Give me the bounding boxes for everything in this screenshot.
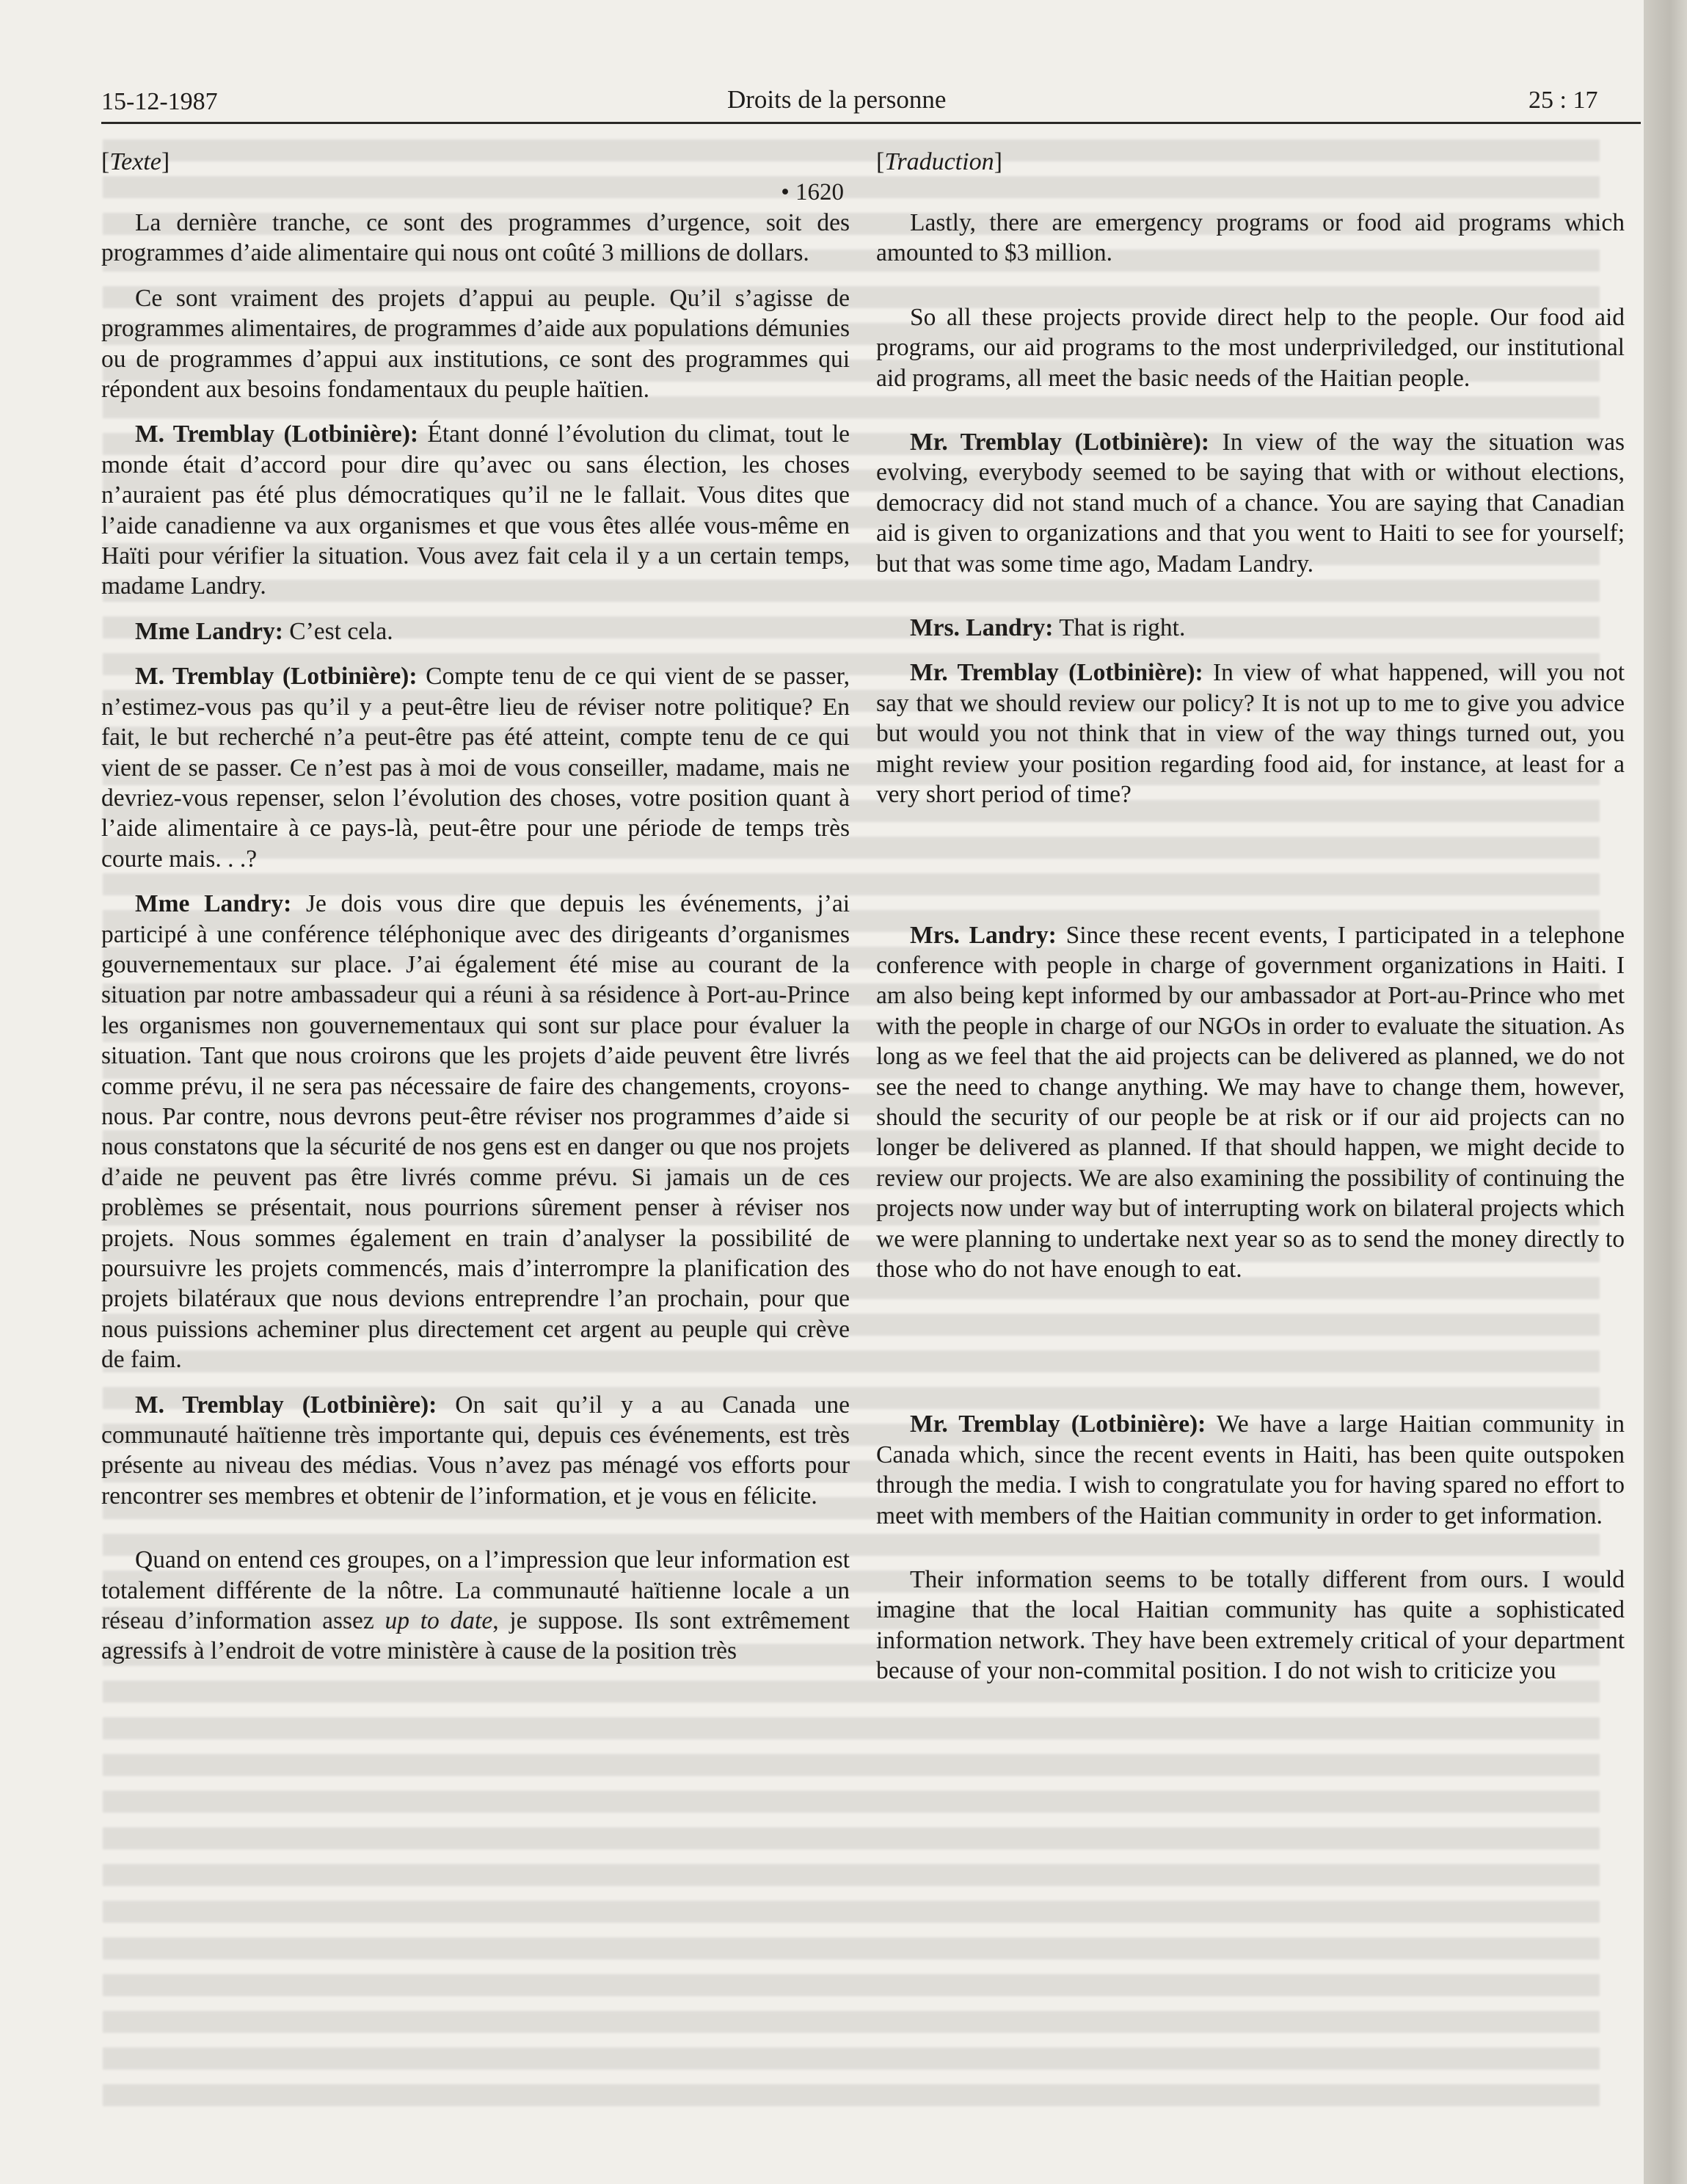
speaker-name: Mme Landry: (135, 617, 283, 645)
page-edge (1644, 0, 1687, 2184)
french-language-label: [Texte] (101, 148, 170, 175)
en-paragraph-8: Their information seems to be totally different from ours. I would imagine that the local Haitian community has quite a sophisticated information network. They have been extremely critical of your department because of your non-commital position. I do not wish to criticize you (876, 1566, 1625, 1685)
speaker-name: M. Tremblay (Lotbinière): (135, 1391, 437, 1419)
en-paragraph-7: Mr. Tremblay (Lotbinière): We have a large Haitian community in Canada which, since the recent events in Haiti, has been quite outspoken through the media. I wish to congratulate you for having spared no effort to meet with members of the Haitian community in order to get information. (876, 1410, 1625, 1529)
header-page-number: 25 : 17 (1528, 87, 1598, 114)
fr-paragraph-4: Mme Landry: C’est cela. (135, 617, 393, 645)
en-paragraph-3: Mr. Tremblay (Lotbinière): In view of the way the situation was evolving, everybody seemed to be saying that with or without elections, democracy did not stand much of a chance. You are saying that Canadian aid is given to organizations and that you went to Haiti to see for yourself; but that was some time ago, Madam Landry. (876, 429, 1625, 578)
speaker-name: Mrs. Landry: (910, 921, 1057, 949)
timestamp-spacer (876, 178, 1625, 208)
fr-paragraph-6: Mme Landry: Je dois vous dire que depuis les événements, j’ai participé à une conférence téléphonique avec des dirigeants d’organismes gouvernementaux sur place. J’ai également été mise au courant de la situation par notre ambassadeur qui a réuni à sa résidence à Port-au-Prince les organismes non gouvernementaux qui sont sur place pour évaluer la situation. Tant que nous croirons que les projets d’aide peuvent être livrés comme prévu, il ne sera pas nécessaire de faire des changements, croyons-nous. Par contre, nous devrons peut-être réviser nos programmes d’aide si nous constatons que la sécurité de nos gens est en danger ou que nos projets d’aide ne peuvent pas être livrés comme prévu. Si jamais un de ces problèmes se présentait, nous pourrions sûrement penser à réviser nos projets. Nous sommes également en train d’analyser la possibilité de poursuivre les projets commencés, mais d’interrompre la planification des projets bilatéraux que nous devions entreprendre l’an prochain, pour que nous puissions acheminer plus directement cet argent au peuple qui crève de faim. (101, 890, 850, 1374)
english-language-label: [Traduction] (876, 148, 1002, 175)
speaker-name: Mr. Tremblay (Lotbinière): (910, 659, 1203, 687)
fr-paragraph-1: La dernière tranche, ce sont des programmes d’urgence, soit des programmes d’aide alimentaire qui nous ont coûté 3 millions de dollars. (101, 209, 850, 267)
speaker-name: M. Tremblay (Lotbinière): (135, 663, 418, 691)
english-column (876, 147, 1625, 1686)
fr-paragraph-2: Ce sont vraiment des projets d’appui au peuple. Qu’il s’agisse de programmes alimentaires, de programmes d’aide aux populations démunies ou de programmes d’appui aux institutions, ce sont des programmes qui répondent aux besoins fondamentaux du peuple haïtien. (101, 284, 850, 404)
fr-paragraph-5: M. Tremblay (Lotbinière): Compte tenu de ce qui vient de se passer, n’estimez-vous pas qu’il y a peut-être lieu de réviser notre politique? En fait, le but recherché n’a peut-être pas été atteint, compte tenu de ce qui vient de se passer. Ce n’est pas à moi de vous conseiller, madame, mais ne devriez-vous repenser, selon l’évolution des choses, votre position quant à l’aide alimentaire à ce pays-là, peut-être pour une période de temps très courte mais. . .? (101, 663, 850, 873)
speaker-name: Mr. Tremblay (Lotbinière): (910, 429, 1210, 456)
fr-paragraph-7: M. Tremblay (Lotbinière): On sait qu’il y a au Canada une communauté haïtienne très importante qui, depuis ces événements, est très présente au niveau des médias. Vous n’avez pas ménagé vos efforts pour rencontrer ses membres et obtenir de l’information, et je vous en félicite. (101, 1391, 850, 1510)
header-rule (101, 122, 1641, 124)
en-paragraph-5: Mr. Tremblay (Lotbinière): In view of what happened, will you not say that we should review our policy? It is not up to me to give you advice but would you not think that in view of the way things turned out, you might review your position regarding food aid, for instance, at least for a very short period of time? (876, 659, 1625, 809)
fr-paragraph-8: Quand on entend ces groupes, on a l’impression que leur information est totalement différente de la nôtre. La communauté haïtienne locale a un réseau d’information assez up to date, je suppose. Ils sont extrêmement agressifs à l’endroit de votre ministère à cause de la position très (101, 1546, 850, 1665)
header-date: 15-12-1987 (101, 88, 218, 115)
speaker-name: Mr. Tremblay (Lotbinière): (910, 1410, 1206, 1438)
en-paragraph-4: Mrs. Landry: That is right. (910, 614, 1186, 642)
italic-phrase: up to date (385, 1607, 493, 1635)
speaker-name: M. Tremblay (Lotbinière): (135, 421, 419, 448)
speaker-name: Mme Landry: (135, 890, 292, 918)
french-column (101, 147, 850, 1667)
timestamp: • 1620 (781, 179, 844, 205)
en-paragraph-1: Lastly, there are emergency programs or food aid programs which amounted to $3 million. (876, 209, 1625, 267)
en-paragraph-6: Mrs. Landry: Since these recent events, I participated in a telephone conference with people in charge of government organizations in Haiti. I am also being kept informed by our ambassador at Port-au-Prince who met with the people in charge of our NGOs in order to evaluate the situation. As long as we feel that the aid projects can be delivered as planned, we do not see the need to change anything. We may have to change them, however, should the security of our people be at risk or if our aid projects can no longer be delivered as planned. If that should happen, we might decide to review our projects. We are also examining the possibility of continuing the projects now under way but of interrupting work on bilateral projects which we were planning to undertake next year so as to send the money directly to those who do not have enough to eat. (876, 921, 1625, 1283)
fr-paragraph-3: M. Tremblay (Lotbinière): Étant donné l’évolution du climat, tout le monde était d’accord pour dire qu’avec ou sans élection, les choses n’auraient pas été plus démocratiques qu’il ne le fallait. Vous dites que l’aide canadienne va aux organismes et que vous êtes allée vous-même en Haïti pour vérifier la situation. Vous avez fait cela il y a un certain temps, madame Landry. (101, 421, 850, 600)
en-paragraph-2: So all these projects provide direct help to the people. Our food aid programs, our aid programs to the most underpriviledged, our institutional aid programs, all meet the basic needs of the Haitian people. (876, 303, 1625, 392)
header-title: Droits de la personne (727, 85, 947, 114)
speaker-name: Mrs. Landry: (910, 614, 1054, 642)
page-header (101, 82, 1642, 126)
